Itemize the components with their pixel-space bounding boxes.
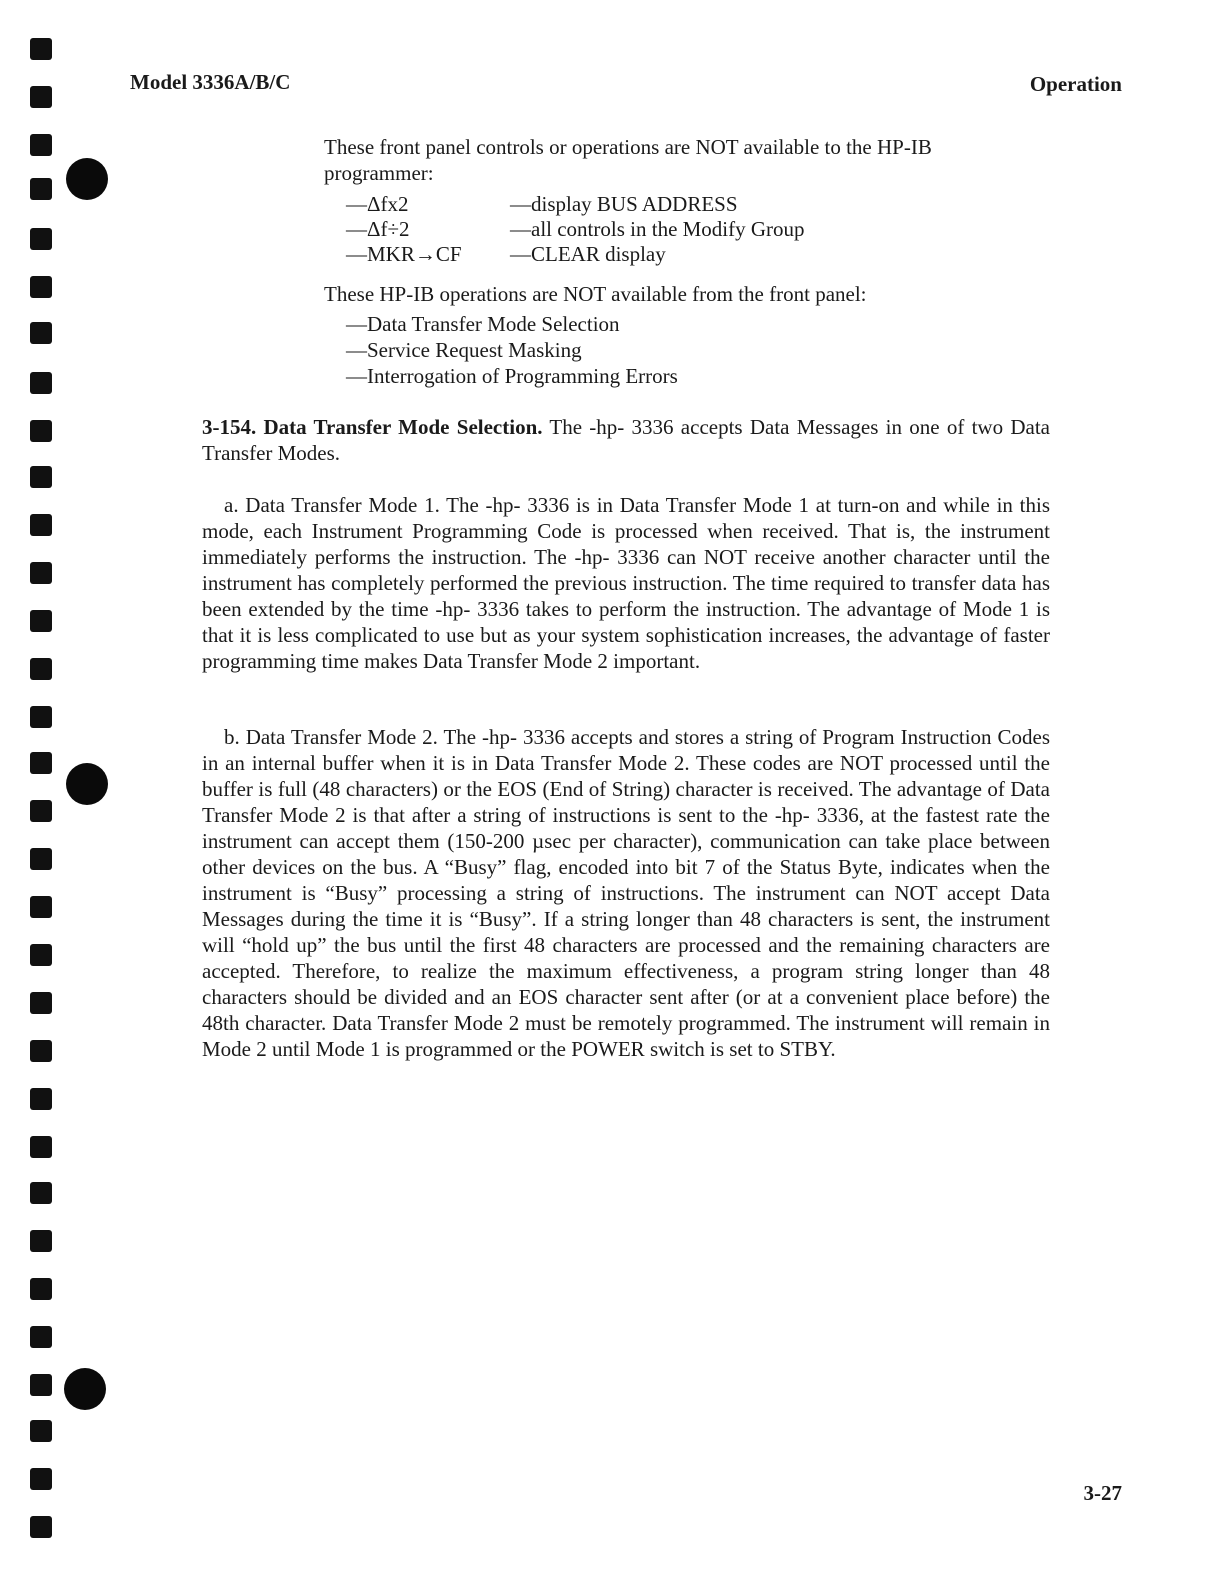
binding-mark [30, 800, 52, 822]
binding-mark [30, 1040, 52, 1062]
control-name: —CLEAR display [510, 242, 666, 266]
binding-mark [30, 420, 52, 442]
binding-mark [30, 992, 52, 1014]
binding-mark [30, 706, 52, 728]
binding-mark [30, 276, 52, 298]
list-item: —Interrogation of Programming Errors [346, 364, 678, 388]
binding-mark [30, 228, 52, 250]
paragraph-b: b. Data Transfer Mode 2. The -hp- 3336 accepts and stores a string of Program Instruction Codes in an internal buffer when it is in Data Transfer Mode 2. These codes are NOT processed until the buffer is full (48 characters) or the EOS (End of String) character is received. The advantage of Data Transfer Mode 2 is that after a string of instructions is sent to the -hp- 3336, at the fastest rate the instrument can accept them (150-200 µsec per character), communication can take place between other devices on the bus. A “Busy” flag, encoded into bit 7 of the Status Byte, indicates when the instrument is “Busy” processing a string of instructions. The instrument can NOT accept Data Messages during the time it is “Busy”. If a string longer than 48 characters is sent, the instrument will “hold up” the bus until the first 48 characters are processed and the remaining characters are accepted. Therefore, to realize the maximum effectiveness, a program string longer than 48 characters should be divided and an EOS character sent after (or at a convenient place before) the 48th character. Data Transfer Mode 2 must be remotely programmed. The instrument will remain in Mode 2 until Mode 1 is programmed or the POWER switch is set to STBY. [202, 725, 1050, 1061]
binding-mark [30, 658, 52, 680]
list-item [346, 192, 906, 217]
header-section: Operation [1029, 72, 1122, 96]
intro-paragraph: These front panel controls or operations are NOT available to the HP-IB programmer: [324, 135, 932, 185]
paragraph-a: a. Data Transfer Mode 1. The -hp- 3336 is in Data Transfer Mode 1 at turn-on and while in this mode, each Instrument Programming Code is processed when received. That is, the instrument immediately performs the instruction. The -hp- 3336 can NOT receive another character until the instrument has completely performed the previous instruction. The time required to transfer data has been extended by the time -hp- 3336 takes to perform the instruction. The advantage of Mode 1 is that it is less complicated to use but as your system sophistication increases, the advantage of faster programming time makes Data Transfer Mode 2 important. [202, 493, 1050, 673]
hpib-only-list [346, 311, 946, 389]
section-heading: 3-154. Data Transfer Mode Selection. [202, 415, 543, 439]
control-name: —all controls in the Modify Group [510, 217, 805, 241]
punch-hole [66, 763, 108, 805]
section-3-154 [202, 414, 1050, 466]
binding-mark [30, 372, 52, 394]
punch-hole [64, 1368, 106, 1410]
binding-mark [30, 944, 52, 966]
binding-mark [30, 1278, 52, 1300]
control-name: —Δfx2 [346, 192, 409, 216]
binding-mark [30, 134, 52, 156]
binding-mark [30, 1420, 52, 1442]
front-panel-only-list [346, 192, 906, 267]
binding-mark [30, 610, 52, 632]
binding-mark [30, 1088, 52, 1110]
binding-mark [30, 38, 52, 60]
binding-mark [30, 848, 52, 870]
binding-mark [30, 1230, 52, 1252]
binding-mark [30, 1516, 52, 1538]
section-body: The -hp- 3336 accepts Data Messages in one of two Data Transfer Modes. [202, 415, 1051, 465]
header-model: Model 3336A/B/C [130, 70, 291, 94]
binding-strip [0, 0, 70, 1584]
punch-hole [66, 158, 108, 200]
binding-mark [30, 752, 52, 774]
list-item: —Data Transfer Mode Selection [346, 312, 620, 336]
control-name: —Δf÷2 [346, 217, 410, 241]
list-item [346, 242, 906, 267]
intro2-paragraph: These HP-IB operations are NOT available from the front panel: [324, 282, 867, 306]
list-item: —Service Request Masking [346, 338, 582, 362]
binding-mark [30, 178, 52, 200]
binding-mark [30, 1136, 52, 1158]
binding-mark [30, 86, 52, 108]
binding-mark [30, 1374, 52, 1396]
binding-mark [30, 514, 52, 536]
control-name: —MKR→CF [346, 242, 462, 266]
binding-mark [30, 1326, 52, 1348]
control-name: —display BUS ADDRESS [510, 192, 738, 216]
binding-mark [30, 1468, 52, 1490]
binding-mark [30, 466, 52, 488]
binding-mark [30, 562, 52, 584]
binding-mark [30, 322, 52, 344]
binding-mark [30, 896, 52, 918]
list-item [346, 217, 906, 242]
page-number: 3-27 [1083, 1481, 1122, 1505]
binding-mark [30, 1182, 52, 1204]
